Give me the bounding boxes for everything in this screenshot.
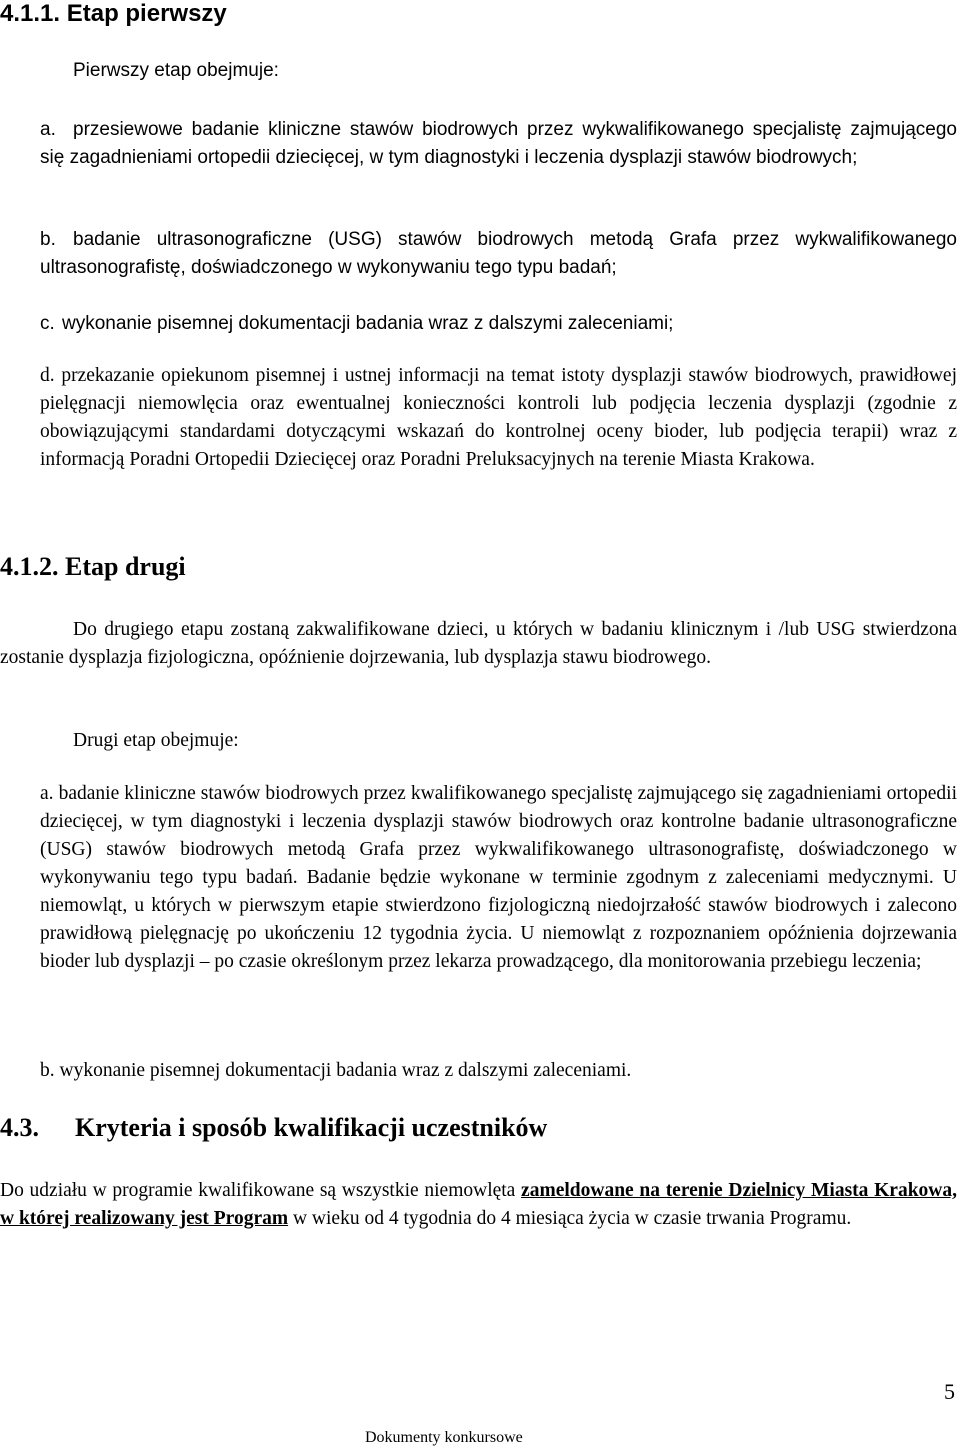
list-item-text: wykonanie pisemnej dokumentacji badania wraz z dalszymi zaleceniami; [62, 313, 674, 334]
heading-etap-pierwszy: 4.1.1. Etap pierwszy [0, 0, 227, 27]
list-marker: a. [40, 119, 56, 140]
intro-drugi-etap: Drugi etap obejmuje: [73, 730, 239, 751]
list-item-1d [40, 362, 957, 474]
list-item-text: wykonanie pisemnej dokumentacji badania wraz z dalszymi zaleceniami. [59, 1060, 632, 1081]
list-item-1a [40, 116, 957, 172]
intro-pierwszy-etap: Pierwszy etap obejmuje: [73, 60, 279, 81]
list-item-1b [40, 226, 957, 282]
page-number: 5 [944, 1379, 955, 1404]
heading-etap-drugi: 4.1.2. Etap drugi [0, 552, 186, 581]
list-marker: d. [40, 365, 55, 386]
paragraph-text: Do udziału w programie kwalifikowane są wszystkie niemowlęta [0, 1180, 522, 1201]
list-item-2b [40, 1057, 957, 1085]
list-item-text: badanie kliniczne stawów biodrowych przez kwalifikowanego specjalistę zajmującego się zagadnieniami ortopedii dziecięcej, w tym diagnostyki i leczenia dysplazji stawów biodrowych oraz kontrolne badanie ultrasonograficzne (USG) stawów biodrowych metodą Grafa przez wykwalifikowanego ultrasonografistę, doświadczonego w wykonywaniu tego typu badań. Badanie będzie wykonane w terminie zgodnym z zaleceniami medycznymi. U niemowląt, u których w pierwszym etapie stwierdzono fizjologiczną niedojrzałość stawów biodrowych i zalecono prawidłową pielęgnację po ukończeniu 12 tygodnia życia. U niemowląt z rozpoznaniem opóźnienia dojrzewania bioder lub dysplazji – po czasie określonym przez lekarza prowadzącego, dla monitorowania przebiegu leczenia; [40, 783, 958, 972]
emphasized-criteria: zameldowane na terenie Dzielnicy Miasta Krakowa, w której realizowany jest Program [0, 1180, 957, 1229]
list-item-text: d. przekazanie opiekunom pisemnej i ustnej informacji na temat istoty dysplazji stawów biodrowych, prawidłowej pielęgnacji niemowlęcia oraz ewentualnej konieczności kontroli lub podjęcia leczenia dysplazji (zgodnie z obowiązującymi standardami dotyczącymi wskazań do kontrolnej oceny bioder, lub podjęcia terapii) wraz z informacją Poradni Ortopedii Dziecięcej oraz Poradni Preluksacyjnych na terenie Miasta Krakowa. [40, 365, 958, 470]
list-item-text: badanie ultrasonograficzne (USG) stawów biodrowych metodą Grafa przez wykwalifikowanego ultrasonografistę, doświadczonego w wykonywaniu tego typu badań; [40, 229, 957, 278]
list-item-2a [40, 780, 957, 976]
paragraph-kryteria [0, 1177, 957, 1233]
footer-label: Dokumenty konkursowe [365, 1429, 523, 1446]
section-title-kryteria: Kryteria i sposób kwalifikacji uczestników [75, 1113, 548, 1142]
section-number-4-3: 4.3. [0, 1113, 39, 1142]
list-marker: a. [40, 783, 54, 804]
list-marker: b. [40, 229, 56, 250]
paragraph-etap-drugi: Do drugiego etapu zostaną zakwalifikowane dzieci, u których w badaniu klinicznym i /lub USG stwierdzona zostanie dysplazja fizjologiczna, opóźnienie dojrzewania, lub dysplazja stawu biodrowego. [0, 619, 957, 668]
list-marker: c. [40, 313, 55, 334]
list-item-1c [40, 310, 957, 338]
paragraph-text: w wieku od 4 tygodnia do 4 miesiąca życia w czasie trwania Programu. [288, 1208, 852, 1229]
list-item-text: przesiewowe badanie kliniczne stawów biodrowych przez wykwalifikowanego specjalistę zajmującego się zagadnieniami ortopedii dziecięcej, w tym diagnostyki i leczenia dysplazji stawów biodrowych; [40, 119, 957, 168]
list-marker: b. [40, 1060, 55, 1081]
